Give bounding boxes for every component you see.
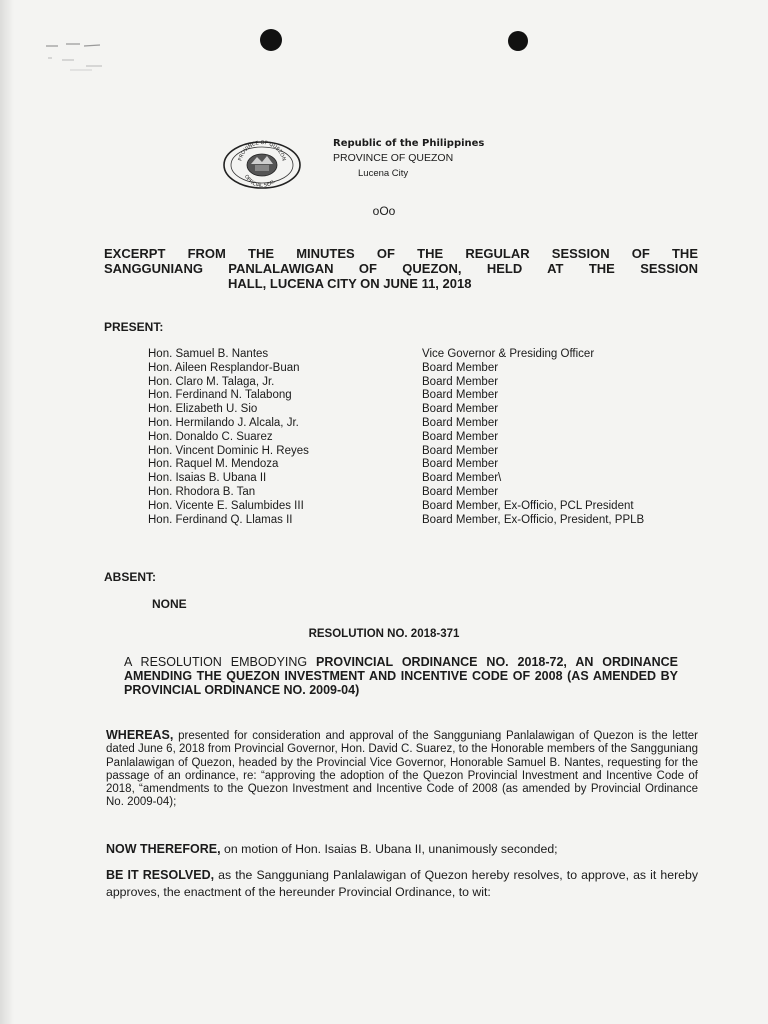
absent-value: NONE bbox=[152, 597, 187, 611]
member-name: Hon. Donaldo C. Suarez bbox=[148, 430, 273, 443]
member-name: Hon. Ferdinand Q. Llamas II bbox=[148, 513, 293, 526]
absent-label: ABSENT: bbox=[104, 570, 157, 584]
member-position: Board Member bbox=[422, 458, 499, 471]
member-position: Board Member bbox=[422, 403, 499, 416]
scan-edge-shadow bbox=[0, 0, 14, 1024]
member-position: Board Member bbox=[422, 444, 499, 457]
member-position: Board Member bbox=[422, 485, 499, 498]
title-line-3: HALL, LUCENA CITY ON JUNE 11, 2018 bbox=[228, 276, 472, 291]
member-name: Hon. Aileen Resplandor-Buan bbox=[148, 361, 300, 374]
member-row bbox=[148, 362, 644, 376]
member-position: Board Member bbox=[422, 375, 499, 388]
member-row bbox=[148, 458, 644, 472]
title-line-1: EXCERPT FROM THE MINUTES OF THE REGULAR SESSION OF THE bbox=[104, 246, 698, 261]
title-line-2: SANGGUNIANG PANLALAWIGAN OF QUEZON, HELD AT THE SESSION bbox=[104, 261, 698, 276]
member-row bbox=[148, 417, 644, 431]
member-name: Hon. Rhodora B. Tan bbox=[148, 485, 256, 498]
member-position: Board Member, Ex-Officio, PCL President bbox=[422, 499, 634, 512]
member-name: Hon. Vicente E. Salumbides III bbox=[148, 499, 304, 512]
member-row bbox=[148, 376, 644, 390]
letterhead-province: PROVINCE OF QUEZON bbox=[333, 152, 454, 164]
present-label: PRESENT: bbox=[104, 320, 164, 334]
member-name: Hon. Elizabeth U. Sio bbox=[148, 403, 258, 416]
letterhead-city: Lucena City bbox=[358, 168, 409, 179]
resolution-title-lead: A RESOLUTION EMBODYING bbox=[124, 655, 317, 669]
member-name: Hon. Samuel B. Nantes bbox=[148, 348, 269, 360]
member-row bbox=[148, 403, 644, 417]
seal-text-bottom: OFFICIAL SEAL bbox=[242, 173, 277, 190]
member-row bbox=[148, 514, 644, 528]
member-position: Board Member, Ex-Officio, President, PPLB bbox=[422, 513, 645, 526]
scan-artifact-mark bbox=[40, 36, 110, 80]
member-name: Hon. Vincent Dominic H. Reyes bbox=[148, 444, 309, 457]
punch-hole-right bbox=[508, 31, 528, 51]
member-name: Hon. Raquel M. Mendoza bbox=[148, 458, 279, 471]
punch-hole-left bbox=[260, 29, 282, 51]
be-it-resolved-lead: BE IT RESOLVED, bbox=[106, 868, 215, 882]
be-it-resolved-paragraph bbox=[106, 867, 698, 900]
seal-text-top: PROVINCE OF QUEZON bbox=[237, 140, 287, 162]
resolution-title bbox=[124, 655, 678, 697]
member-row bbox=[148, 472, 644, 486]
document-title bbox=[104, 246, 698, 291]
members-roster bbox=[148, 348, 644, 527]
resolution-title-rest: PROVINCIAL ORDINANCE NO. 2018-72, AN ORDINANCE AMENDING THE QUEZON INVESTMENT AND INCENTIVE CODE OF 2008 (AS AMENDED BY PROVINCIAL ORDINANCE NO. 2009-04) bbox=[124, 655, 679, 697]
now-therefore-paragraph bbox=[106, 841, 698, 858]
member-row bbox=[148, 348, 644, 362]
member-position: Board Member bbox=[422, 389, 499, 402]
member-position: Vice Governor & Presiding Officer bbox=[422, 348, 595, 360]
member-row bbox=[148, 500, 644, 514]
be-it-resolved-text: as the Sangguniang Panlalawigan of Quezon hereby resolves, to approve, as it hereby approves, the enactment of the hereunder Provincial Ordinance, to wit: bbox=[106, 868, 699, 899]
member-name: Hon. Claro M. Talaga, Jr. bbox=[148, 375, 275, 388]
member-name: Hon. Ferdinand N. Talabong bbox=[148, 389, 292, 402]
whereas-text: presented for consideration and approval of the Sangguniang Panlalawigan of Quezon is the letter dated June 6, 2018 from Provincial Governor, Hon. David C. Suarez, to the Honorable members of the Sangguniang Panlalawigan of Quezon, headed by the Provincial Vice Governor, Honorable Samuel B. Nantes, requesting for the passage of an ordinance, re: “approving the adoption of the Quezon Provincial Investment and Incentive Code of 2018, “amendments to the Quezon Investment and Incentive Code of 2008 (as amended by Provincial Ordinance No. 2009-04); bbox=[106, 730, 698, 809]
member-row bbox=[148, 486, 644, 500]
now-therefore-text: on motion of Hon. Isaias B. Ubana II, unanimously seconded; bbox=[220, 842, 558, 856]
member-row bbox=[148, 431, 644, 445]
member-position: Board Member bbox=[422, 361, 499, 374]
province-seal-logo bbox=[213, 140, 311, 190]
member-row bbox=[148, 445, 644, 459]
separator-ooo: oOo bbox=[372, 204, 396, 218]
whereas-lead: WHEREAS, bbox=[106, 728, 174, 742]
now-therefore-lead: NOW THEREFORE, bbox=[106, 842, 221, 856]
member-name: Hon. Isaias B. Ubana II bbox=[148, 472, 267, 485]
member-position: Board Member bbox=[422, 416, 499, 429]
member-position: Board Member bbox=[422, 430, 499, 443]
resolution-number: RESOLUTION NO. 2018-371 bbox=[308, 628, 460, 640]
member-position: Board Member\ bbox=[422, 472, 502, 485]
whereas-paragraph bbox=[106, 729, 698, 810]
letterhead-republic: Republic of the Philippines bbox=[333, 138, 485, 149]
letterhead bbox=[333, 136, 484, 181]
member-row bbox=[148, 389, 644, 403]
member-name: Hon. Hermilando J. Alcala, Jr. bbox=[148, 416, 299, 429]
